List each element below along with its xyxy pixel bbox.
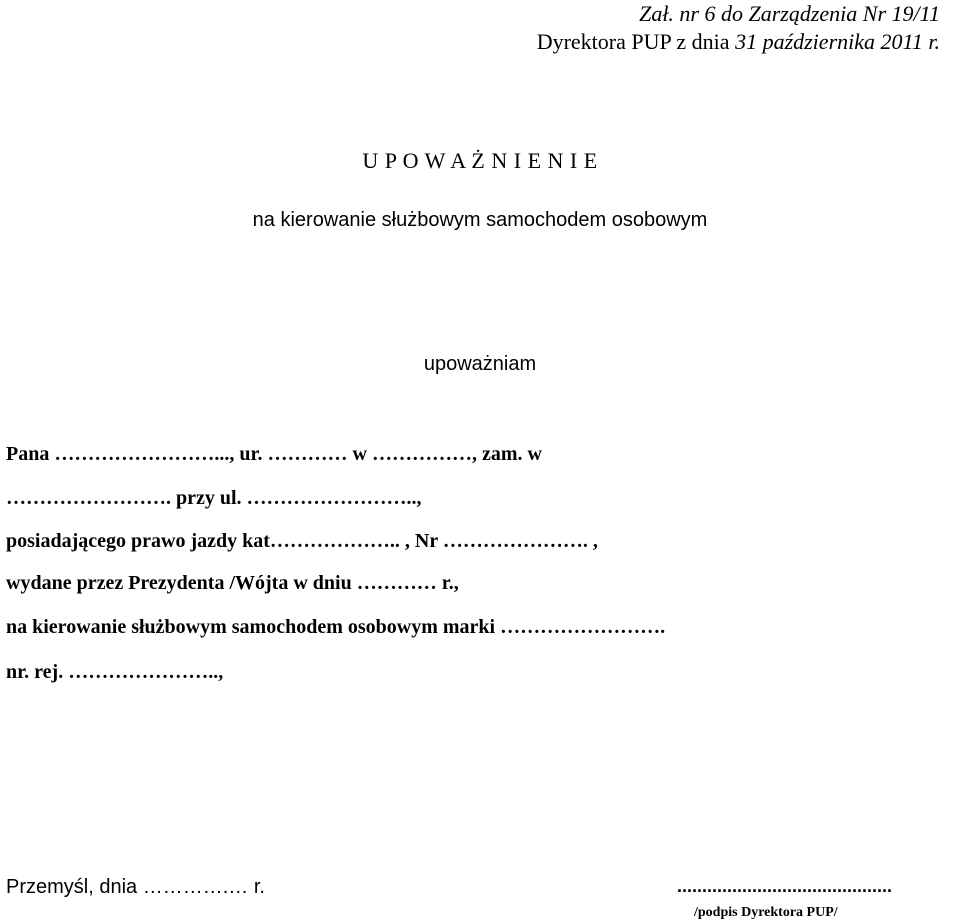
- director-date-line: [537, 28, 940, 56]
- body-line-registration: nr. rej. …………………..,: [6, 661, 224, 683]
- body-line-issued: wydane przez Prezydenta /Wójta w dniu ………… r.,: [6, 572, 459, 594]
- body-line-vehicle: na kierowanie służbowym samochodem osobowym marki …………………….: [6, 616, 666, 638]
- document-title: U P O W A Ż N I E N I E: [362, 148, 598, 173]
- director-date-prefix: Dyrektora PUP z dnia: [536, 29, 736, 54]
- signature-line: ...........................................: [677, 876, 893, 896]
- body-line-name: Pana ……………………..., ur. ………… w ……………, zam. w: [6, 443, 542, 465]
- document-subtitle: na kierowanie służbowym samochodem osobowym: [252, 209, 708, 231]
- place-date: Przemyśl, dnia ………….… r.: [6, 876, 265, 898]
- director-date-value: 31 października 2011 r.: [735, 29, 940, 54]
- attachment-reference: Zał. nr 6 do Zarządzenia Nr 19/11: [639, 1, 940, 26]
- authorize-word: upoważniam: [423, 353, 537, 375]
- body-line-license: posiadającego prawo jazdy kat……………….. , Nr …………………. ,: [6, 530, 598, 552]
- body-line-address: ……………………. przy ul. ……………………..,: [6, 487, 422, 509]
- signature-caption: /podpis Dyrektora PUP/: [694, 905, 838, 920]
